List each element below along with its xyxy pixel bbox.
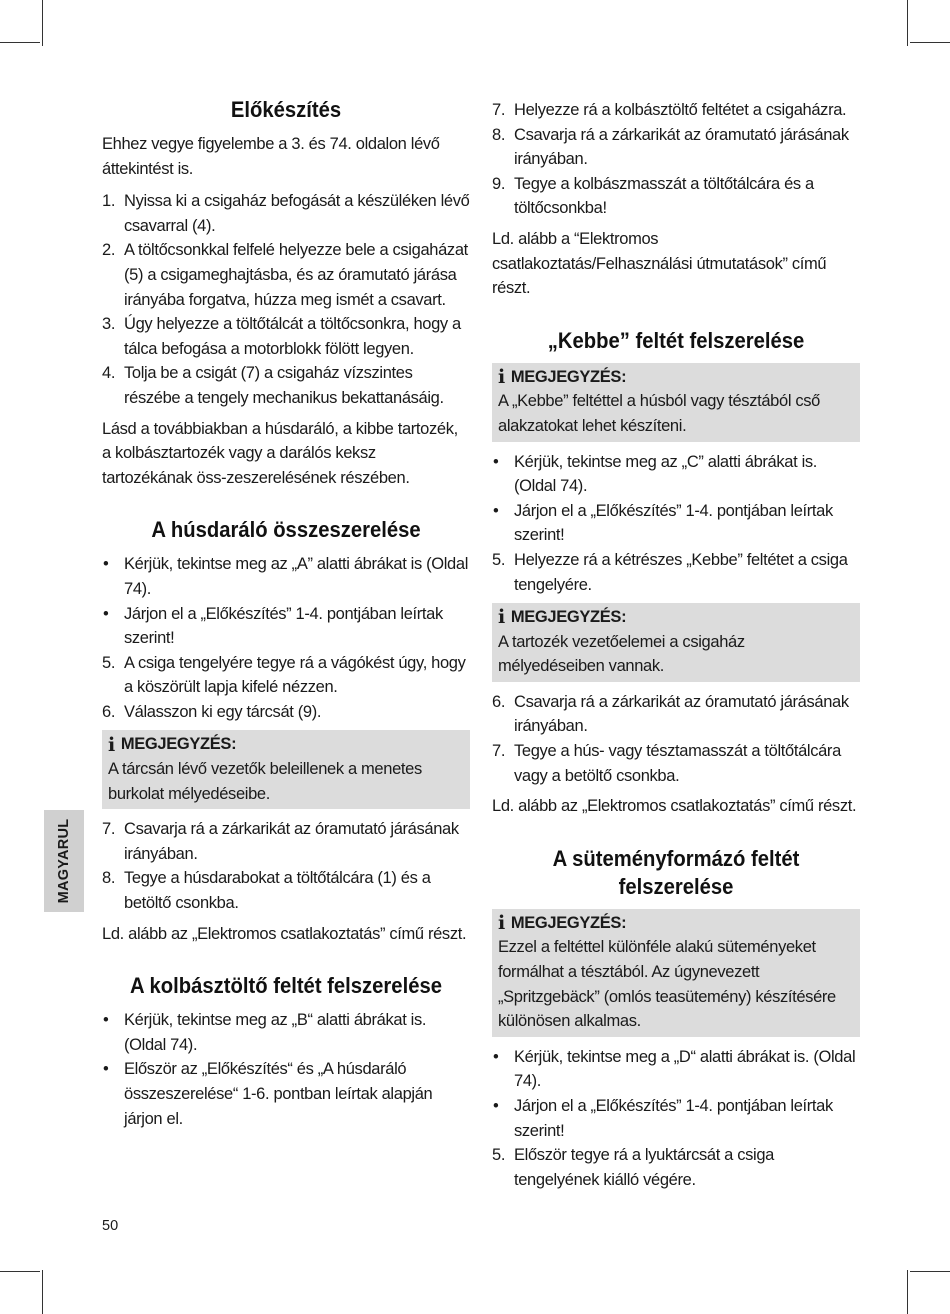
crop-mark [42,0,43,46]
section-title: Előkészítés [230,97,342,122]
list-marker: 2. [102,241,116,260]
grinder-section [102,516,470,946]
list-text: Járjon el a „Előkészítés” 1-4. pontjában leírtak szerint! [514,501,833,545]
prep-section [102,96,470,490]
list-marker: • [493,1047,499,1066]
list-text: Tegye a hús- vagy tésztamasszát a töltőtálcára vagy a betöltő csonkba. [514,742,841,785]
list-item [492,1045,860,1094]
list-item [102,1008,470,1057]
list-text: Tegye a húsdarabokat a töltőtálcára (1) és a betöltő csonkba. [124,869,431,913]
section-title: A süteményformázó feltét felszerelése [552,845,800,899]
list-item [492,548,860,597]
list-marker: 6. [102,702,116,721]
note-box [492,603,860,682]
paragraph: Ehhez vegye figyelembe a 3. és 74. oldalon lévő áttekintést is. [102,135,440,178]
note-text: Ezzel a feltéttel különféle alakú süteményeket formálhat a tésztából. Az úgynevezett „Spritzgebäck” (omlós teasütemény) készítésére különösen alkalmas. [498,938,836,1031]
list-item [492,123,860,172]
list-item [492,1094,860,1143]
note-label: MEGJEGYZÉS: [510,608,627,627]
sausage-section [102,972,470,1131]
list-text: Járjon el a „Előkészítés” 1-4. pontjában leírtak szerint! [514,1097,833,1140]
note-box [102,730,470,809]
list-marker: 9. [492,174,506,193]
list-item [102,238,470,312]
right-column [492,98,860,1198]
list-marker: 5. [102,653,116,672]
list-item [102,700,470,725]
steps-list [102,189,470,410]
list-marker: 7. [102,820,116,839]
note-text: A tartozék vezetőelemei a csigaház mélyedéseiben vannak. [498,632,745,676]
list-text: A töltőcsonkkal felfelé helyezze bele a csigaházat (5) a csigameghajtásba, és az óramutató járása irányába forgatva, húzza meg ismét a csavart. [124,241,468,309]
bullet-list [492,450,860,598]
list-text: Úgy helyezze a töltőtálcát a töltőcsonkra, hogy a tálca befogása a motorblokk fölött legyen. [124,315,461,358]
left-column [102,96,470,1137]
list-item [492,690,860,739]
list-marker: 1. [102,192,116,211]
bullet-list [102,1008,470,1131]
list-marker: 4. [102,364,116,383]
list-text: Kérjük, tekintse meg az „A” alatti ábrákat is (Oldal 74). [124,555,469,598]
list-marker: 7. [492,742,506,761]
list-text: Csavarja rá a zárkarikát az óramutató járásának irányában. [514,125,849,169]
list-item [102,312,470,361]
cookie-section [492,845,860,1193]
list-marker: 6. [492,692,506,711]
list-item [102,361,470,410]
list-marker: • [103,1060,109,1079]
paragraph: Ld. alább a “Elektromos csatlakoztatás/Felhasználási útmutatások” című részt. [492,229,827,298]
kebbe-section [492,327,860,819]
list-marker: 5. [492,1146,506,1165]
steps-list [492,98,860,221]
crop-mark [910,1271,950,1272]
list-text: Helyezze rá a kétrészes „Kebbe” feltétet a csiga tengelyére. [514,550,848,594]
list-item [102,651,470,700]
list-item [492,172,860,221]
crop-mark [0,1271,40,1272]
bullet-list [492,1045,860,1193]
steps-list [102,817,470,915]
list-item [492,450,860,499]
list-item [492,499,860,548]
paragraph: Ld. alább az „Elektromos csatlakoztatás” című részt. [492,797,857,816]
note-header [498,911,854,936]
list-marker: 7. [492,101,506,119]
sausage-continued [492,98,860,301]
list-marker: • [103,1011,109,1030]
list-item [102,602,470,651]
steps-list [492,690,860,788]
list-marker: 8. [492,125,506,144]
section-title: A kolbásztöltő feltét felszerelése [130,973,442,999]
list-text: Csavarja rá a zárkarikát az óramutató járásának irányában. [514,692,849,736]
note-text: A „Kebbe” feltéttel a húsból vagy tésztából cső alakzatokat lehet készíteni. [498,392,821,435]
list-marker: • [103,555,109,574]
section-title: A húsdaráló összeszerelése [151,517,421,543]
list-text: Először az „Előkészítés“ és „A húsdaráló összeszerelése“ 1-6. pontban leírtak alapján járjon el. [124,1060,433,1128]
crop-mark [0,42,40,43]
list-text: Csavarja rá a zárkarikát az óramutató járásának irányában. [124,820,459,863]
list-text: Nyissa ki a csigaház befogását a készüléken lévő csavarral (4). [124,192,470,235]
info-icon: i [498,606,505,629]
note-box [492,363,860,442]
note-box [492,909,860,1037]
language-label: MAGYARUL [56,818,72,904]
note-label: MEGJEGYZÉS: [510,913,627,932]
list-text: Kérjük, tekintse meg az „C” alatti ábrákat is. (Oldal 74). [514,452,818,496]
info-icon: i [108,733,115,756]
page-number: 50 [102,1218,119,1234]
list-item [492,98,860,123]
list-text: Tolja be a csigát (7) a csigaház vízszintes részébe a tengely mechanikus bekattanásáig. [124,364,444,407]
paragraph: Ld. alább az „Elektromos csatlakoztatás” című részt. [102,924,467,943]
crop-mark [910,42,950,43]
note-text: A tárcsán lévő vezetők beleillenek a menetes burkolat mélyedéseibe. [108,760,422,803]
list-text: Válasszon ki egy tárcsát (9). [124,702,322,721]
note-label: MEGJEGYZÉS: [510,367,627,386]
list-marker: 8. [102,869,116,888]
info-icon: i [498,366,505,389]
note-header [498,605,854,630]
list-marker: • [103,604,109,623]
list-text: A csiga tengelyére tegye rá a vágókést úgy, hogy a köszörült lapja kifelé nézzen. [124,653,466,697]
note-header [108,732,464,757]
list-text: Kérjük, tekintse meg az „B“ alatti ábrákat is. (Oldal 74). [124,1011,427,1054]
list-item [102,189,470,238]
section-title: „Kebbe” feltét felszerelése [547,327,805,353]
paragraph: Lásd a továbbiakban a húsdaráló, a kibbe tartozék, a kolbásztartozék vagy a darálós keksz tartozékának öss-zeszerelésének részében. [102,419,458,487]
list-text: Járjon el a „Előkészítés” 1-4. pontjában leírtak szerint! [124,604,443,648]
list-item [492,739,860,788]
list-text: Helyezze rá a kolbásztöltő feltétet a csigaházra. [514,101,847,119]
list-item [492,1143,860,1192]
bullet-list [102,552,470,724]
list-marker: 5. [492,550,506,569]
list-text: Először tegye rá a lyuktárcsát a csiga tengelyének kiálló végére. [514,1146,774,1189]
list-text: Kérjük, tekintse meg a „D“ alatti ábrákat is. (Oldal 74). [514,1047,856,1091]
list-marker: 3. [102,315,116,334]
list-item [102,866,470,915]
crop-mark [907,0,908,46]
language-side-tab [44,810,84,912]
list-item [102,552,470,601]
list-marker: • [493,501,499,520]
list-item [102,1057,470,1131]
note-header [498,365,854,390]
note-label: MEGJEGYZÉS: [120,735,237,754]
list-text: Tegye a kolbászmasszát a töltőtálcára és a töltőcsonkba! [514,174,814,218]
info-icon: i [498,912,505,935]
list-marker: • [493,1097,499,1115]
crop-mark [42,1270,43,1314]
list-item [102,817,470,866]
list-marker: • [493,452,499,471]
crop-mark [907,1270,908,1314]
